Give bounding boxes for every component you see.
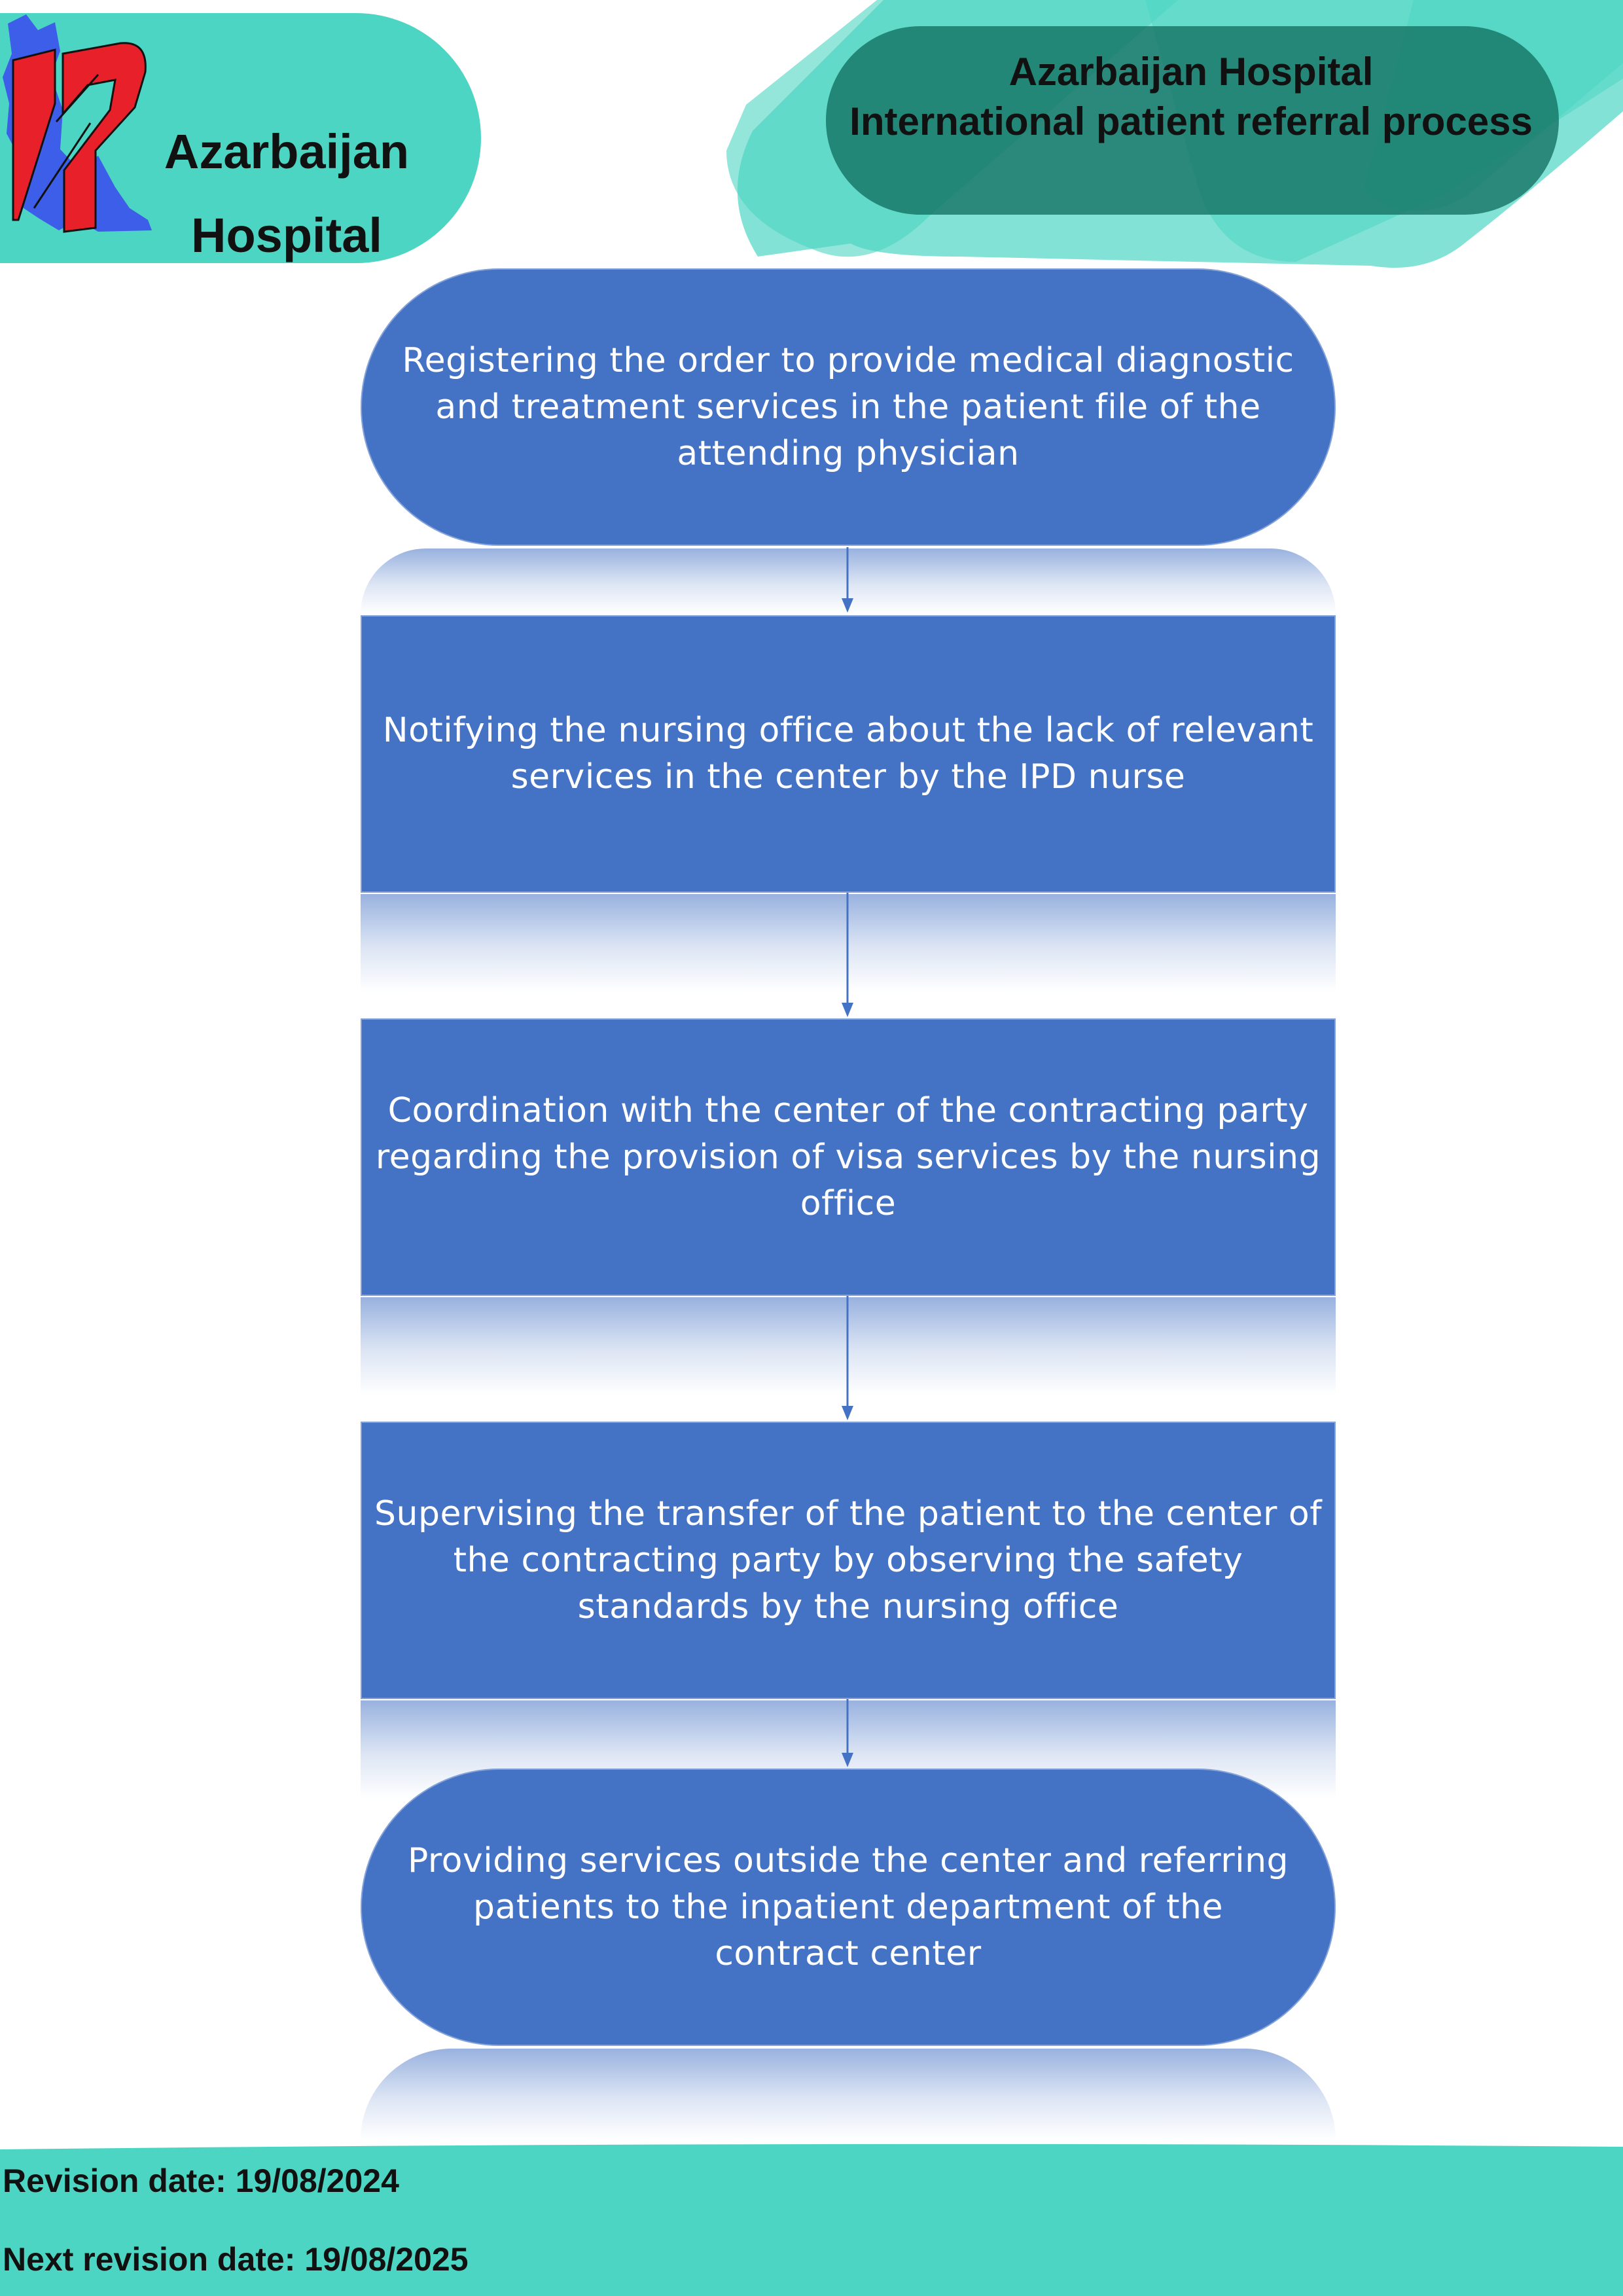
- arrow-down-icon: [841, 1296, 854, 1420]
- flow-step-1-text: Registering the order to provide medical diagnostic and treatment services in the patient file of the attending physician: [402, 340, 1294, 473]
- hospital-name: Azarbaijan Hospital: [164, 124, 410, 262]
- arrow-down-icon: [841, 1699, 854, 1767]
- arrow-down-icon: [841, 547, 854, 613]
- next-revision-date: Next revision date: 19/08/2025: [3, 2241, 469, 2278]
- flow-step-2-process: [361, 615, 1336, 893]
- flow-step-5-reflection: [361, 2049, 1336, 2140]
- flow-step-4-text: Supervising the transfer of the patient to the center of the contracting party by observing the safety standards by the nursing office: [374, 1494, 1322, 1626]
- flow-step-5-text: Providing services outside the center and referring patients to the inpatient department of the contract center: [407, 1840, 1289, 1973]
- arrow-down-icon: [841, 893, 854, 1017]
- flow-step-5-terminal: [361, 1768, 1336, 2046]
- flow-step-2-text: Notifying the nursing office about the lack of relevant services in the center by the IPD nurse: [382, 711, 1314, 797]
- title-line-process: International patient referral process: [849, 99, 1533, 143]
- revision-date: Revision date: 19/08/2024: [3, 2162, 399, 2199]
- flow-step-1-terminal: [361, 268, 1336, 546]
- flow-step-4-process: [361, 1422, 1336, 1699]
- flow-step-3-process: [361, 1018, 1336, 1296]
- flow-step-3-text: Coordination with the center of the contracting party regarding the provision of visa services by the nursing office: [375, 1090, 1321, 1223]
- title-line-hospital: Azarbaijan Hospital: [1008, 50, 1374, 94]
